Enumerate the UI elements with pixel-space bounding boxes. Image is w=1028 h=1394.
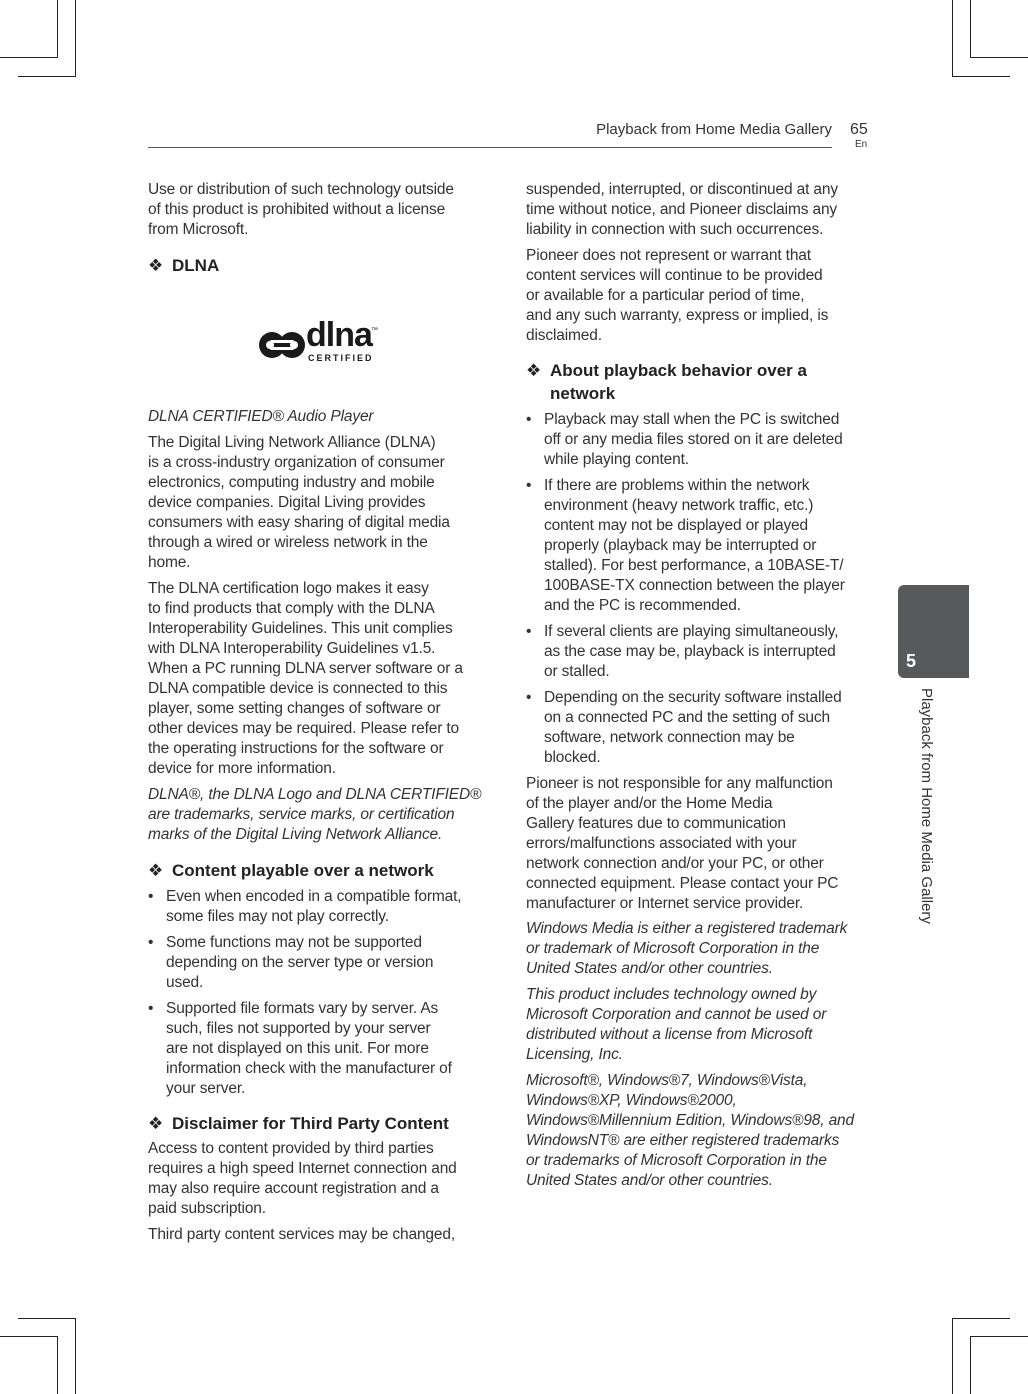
playback-behavior-heading <box>526 359 807 405</box>
list-item-text: Supported file formats vary by server. As such, files not supported by your server are not displayed on this unit. For more information check with the manufacturer of your server. <box>166 1000 452 1097</box>
chapter-tab-label: Playback from Home Media Gallery <box>918 688 935 924</box>
running-header-title: Playback from Home Media Gallery <box>596 121 832 138</box>
diamond-bullet-icon: ❖ <box>148 1114 164 1133</box>
list-item <box>148 933 434 993</box>
crop-mark <box>952 76 1010 77</box>
heading-text: About playback behavior over a network <box>550 361 807 403</box>
dlna-logo-icon <box>258 325 306 365</box>
list-item-text: If there are problems within the network environment (heavy network traffic, etc.) content may not be displayed or played properly (playback may be interrupted or stalled). For best performance, a 10BASE-T/ 100BASE-TX connection between the player and the PC is recommended. <box>544 477 845 614</box>
list-item <box>526 476 845 616</box>
crop-mark <box>970 1336 1028 1337</box>
diamond-bullet-icon: ❖ <box>148 256 164 275</box>
crop-mark <box>75 0 76 76</box>
bullet-icon: • <box>526 623 532 640</box>
disclaimer-paragraph-3: suspended, interrupted, or discontinued at any time without notice, and Pioneer disclaims any liability in connection with such occurrences. <box>526 181 838 238</box>
trademark-notice-technology: This product includes technology owned by Microsoft Corporation and cannot be used or distributed without a license from Microsoft Licensing, Inc. <box>526 986 827 1063</box>
list-item <box>526 688 842 768</box>
list-item-text: Playback may stall when the PC is switched off or any media files stored on it are deleted while playing content. <box>544 411 843 468</box>
list-item-text: If several clients are playing simultaneously, as the case may be, playback is interrupted or stalled. <box>544 623 839 680</box>
dlna-caption: DLNA CERTIFIED® Audio Player <box>148 408 374 425</box>
dlna-paragraph-2: The DLNA certification logo makes it easy to find products that comply with the DLNA Interoperability Guidelines. This unit complies with DLNA Interoperability Guidelines v1.5. When a PC running DLNA server software or a DLNA compatible device is connected to this player, some setting changes of software or other devices may be required. Please refer to the operating instructions for the software or device for more information. <box>148 580 463 777</box>
list-item <box>526 410 843 470</box>
list-item-text: Some functions may not be supported depending on the server type or version used. <box>166 934 434 991</box>
disclaimer-paragraph-4: Pioneer does not represent or warrant that content services will continue to be provided or available for a particular period of time, and any such warranty, express or implied, is disclaimed. <box>526 247 829 344</box>
bullet-icon: • <box>526 689 532 706</box>
list-item-text: Depending on the security software installed on a connected PC and the setting of such software, network connection may be blocked. <box>544 689 842 766</box>
crop-mark <box>970 0 971 58</box>
crop-mark <box>18 1318 76 1319</box>
trademark-notice-windows: Microsoft®, Windows®7, Windows®Vista, Windows®XP, Windows®2000, Windows®Millennium Edition, Windows®98, and WindowsNT® are either registered trademarks or trademarks of Microsoft Corporation in the United States and/or other countries. <box>526 1072 854 1189</box>
dlna-heading <box>148 254 219 277</box>
dlna-certified-logo <box>258 316 383 368</box>
crop-mark <box>75 1318 76 1394</box>
diamond-bullet-icon: ❖ <box>526 361 542 380</box>
responsibility-paragraph: Pioneer is not responsible for any malfunction of the player and/or the Home Media Gallery features due to communication errors/malfunctions associated with your network connection and/or your PC, or other connected equipment. Please contact your PC manufacturer or Internet service provider. <box>526 775 839 912</box>
bullet-icon: • <box>148 1000 154 1017</box>
crop-mark <box>57 1336 58 1394</box>
content-playable-heading <box>148 859 434 882</box>
list-item-text: Even when encoded in a compatible format, some files may not play correctly. <box>166 888 462 925</box>
list-item <box>526 622 839 682</box>
trademark-notice-windows-media: Windows Media is either a registered trademark or trademark of Microsoft Corporation in the United States and/or other countries. <box>526 920 848 977</box>
crop-mark <box>952 1318 953 1394</box>
bullet-icon: • <box>148 888 154 905</box>
heading-text: Content playable over a network <box>172 861 434 880</box>
diamond-bullet-icon: ❖ <box>148 861 164 880</box>
crop-mark <box>970 57 1028 58</box>
crop-mark <box>952 1318 1010 1319</box>
dlna-trademark-notice: DLNA®, the DLNA Logo and DLNA CERTIFIED® are trademarks, service marks, or certification marks of the Digital Living Network Alliance. <box>148 786 482 843</box>
chapter-number: 5 <box>906 651 917 671</box>
crop-mark <box>970 1336 971 1394</box>
intro-paragraph: Use or distribution of such technology outside of this product is prohibited without a license from Microsoft. <box>148 181 454 238</box>
header-rule <box>148 147 832 148</box>
dlna-paragraph-1: The Digital Living Network Alliance (DLNA) is a cross-industry organization of consumer electronics, computing industry and mobile device companies. Digital Living provides consumers with easy sharing of digital media through a wired or wireless network in the home. <box>148 434 450 571</box>
logo-trademark: ™ <box>371 327 378 334</box>
bullet-icon: • <box>148 934 154 951</box>
page-number: 65 <box>850 121 868 138</box>
crop-mark <box>952 0 953 76</box>
crop-mark <box>0 1336 58 1337</box>
crop-mark <box>18 76 76 77</box>
list-item <box>148 999 452 1099</box>
logo-wordmark: dlna <box>306 316 372 354</box>
logo-certified: CERTIFIED <box>308 353 374 363</box>
bullet-icon: • <box>526 477 532 494</box>
heading-text: DLNA <box>172 256 220 275</box>
heading-text: Disclaimer for Third Party Content <box>172 1114 449 1133</box>
list-item <box>148 887 462 927</box>
disclaimer-heading <box>148 1112 449 1135</box>
disclaimer-paragraph-1: Access to content provided by third parties requires a high speed Internet connection and may also require account registration and a paid subscription. <box>148 1140 457 1217</box>
crop-mark <box>57 0 58 58</box>
disclaimer-paragraph-2: Third party content services may be changed, <box>148 1226 456 1243</box>
language-code: En <box>855 139 868 150</box>
crop-mark <box>0 57 58 58</box>
bullet-icon: • <box>526 411 532 428</box>
chapter-tab <box>898 585 969 678</box>
